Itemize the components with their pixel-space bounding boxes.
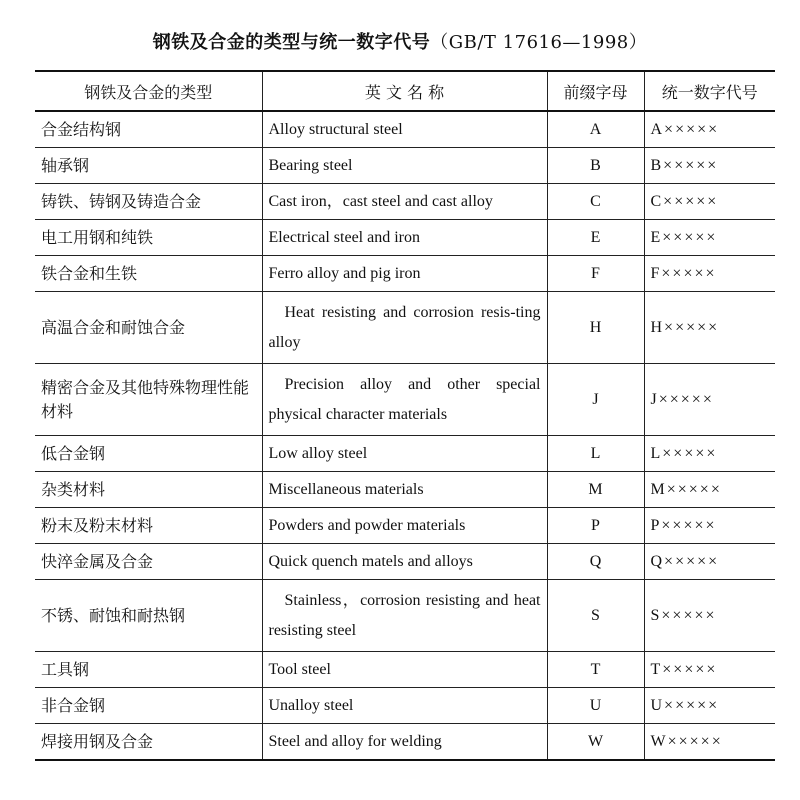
table-body	[35, 71, 775, 760]
cell-material-type: 铁合金和生铁	[35, 256, 262, 292]
cell-material-type: 轴承钢	[35, 148, 262, 184]
cell-unified-code: F×××××	[644, 256, 775, 292]
cell-prefix-letter: S	[547, 580, 644, 652]
cell-unified-code: H×××××	[644, 292, 775, 364]
caption-title: 钢铁及合金的类型与统一数字代号	[152, 32, 431, 53]
table-row	[35, 436, 775, 472]
cell-unified-code: B×××××	[644, 148, 775, 184]
table-caption	[0, 28, 800, 54]
cell-english-name: Tool steel	[262, 652, 547, 688]
cell-english-name: Stainless，corrosion resisting and heat resisting steel	[262, 580, 547, 652]
cell-unified-code: M×××××	[644, 472, 775, 508]
cell-unified-code: E×××××	[644, 220, 775, 256]
table-row	[35, 688, 775, 724]
table-row	[35, 652, 775, 688]
cell-material-type: 杂类材料	[35, 472, 262, 508]
cell-material-type: 高温合金和耐蚀合金	[35, 292, 262, 364]
header-prefix-letter: 前缀字母	[547, 71, 644, 111]
table-row	[35, 544, 775, 580]
table-row	[35, 508, 775, 544]
cell-english-name: Low alloy steel	[262, 436, 547, 472]
cell-material-type: 粉末及粉末材料	[35, 508, 262, 544]
cell-prefix-letter: Q	[547, 544, 644, 580]
cell-unified-code: Q×××××	[644, 544, 775, 580]
cell-material-type: 精密合金及其他特殊物理性能材料	[35, 364, 262, 436]
table-row	[35, 184, 775, 220]
cell-prefix-letter: U	[547, 688, 644, 724]
cell-unified-code: T×××××	[644, 652, 775, 688]
header-type: 钢铁及合金的类型	[35, 71, 262, 111]
cell-material-type: 焊接用钢及合金	[35, 724, 262, 761]
cell-material-type: 低合金钢	[35, 436, 262, 472]
cell-english-name: Steel and alloy for welding	[262, 724, 547, 761]
cell-english-name: Heat resisting and corrosion resis-ting alloy	[262, 292, 547, 364]
cell-material-type: 快淬金属及合金	[35, 544, 262, 580]
caption-standard: （GB/T 17616—1998）	[430, 32, 648, 53]
table-row	[35, 472, 775, 508]
cell-english-name: Unalloy steel	[262, 688, 547, 724]
header-unified-code: 统一数字代号	[644, 71, 775, 111]
cell-unified-code: A×××××	[644, 111, 775, 148]
cell-material-type: 非合金钢	[35, 688, 262, 724]
table-row	[35, 256, 775, 292]
header-row	[35, 71, 775, 111]
table-row	[35, 111, 775, 148]
cell-prefix-letter: B	[547, 148, 644, 184]
cell-material-type: 合金结构钢	[35, 111, 262, 148]
cell-unified-code: S×××××	[644, 580, 775, 652]
cell-prefix-letter: W	[547, 724, 644, 761]
cell-english-name: Cast iron，cast steel and cast alloy	[262, 184, 547, 220]
table-row	[35, 220, 775, 256]
cell-material-type: 工具钢	[35, 652, 262, 688]
cell-prefix-letter: F	[547, 256, 644, 292]
cell-prefix-letter: H	[547, 292, 644, 364]
cell-english-name: Miscellaneous materials	[262, 472, 547, 508]
cell-english-name: Precision alloy and other special physical character materials	[262, 364, 547, 436]
header-english-name: 英 文 名 称	[262, 71, 547, 111]
table-row	[35, 292, 775, 364]
cell-english-name: Ferro alloy and pig iron	[262, 256, 547, 292]
cell-unified-code: C×××××	[644, 184, 775, 220]
cell-prefix-letter: C	[547, 184, 644, 220]
cell-english-name: Powders and powder materials	[262, 508, 547, 544]
table-row	[35, 364, 775, 436]
table-row	[35, 148, 775, 184]
cell-english-name: Alloy structural steel	[262, 111, 547, 148]
cell-english-name: Bearing steel	[262, 148, 547, 184]
cell-material-type: 电工用钢和纯铁	[35, 220, 262, 256]
table-row	[35, 580, 775, 652]
cell-prefix-letter: T	[547, 652, 644, 688]
cell-prefix-letter: P	[547, 508, 644, 544]
cell-unified-code: U×××××	[644, 688, 775, 724]
cell-material-type: 不锈、耐蚀和耐热钢	[35, 580, 262, 652]
cell-prefix-letter: M	[547, 472, 644, 508]
cell-english-name: Electrical steel and iron	[262, 220, 547, 256]
cell-unified-code: L×××××	[644, 436, 775, 472]
cell-prefix-letter: L	[547, 436, 644, 472]
steel-code-table	[35, 70, 775, 761]
cell-unified-code: W×××××	[644, 724, 775, 761]
cell-unified-code: P×××××	[644, 508, 775, 544]
cell-prefix-letter: E	[547, 220, 644, 256]
cell-english-name: Quick quench matels and alloys	[262, 544, 547, 580]
cell-unified-code: J×××××	[644, 364, 775, 436]
cell-prefix-letter: J	[547, 364, 644, 436]
table-row	[35, 724, 775, 761]
cell-material-type: 铸铁、铸钢及铸造合金	[35, 184, 262, 220]
cell-prefix-letter: A	[547, 111, 644, 148]
